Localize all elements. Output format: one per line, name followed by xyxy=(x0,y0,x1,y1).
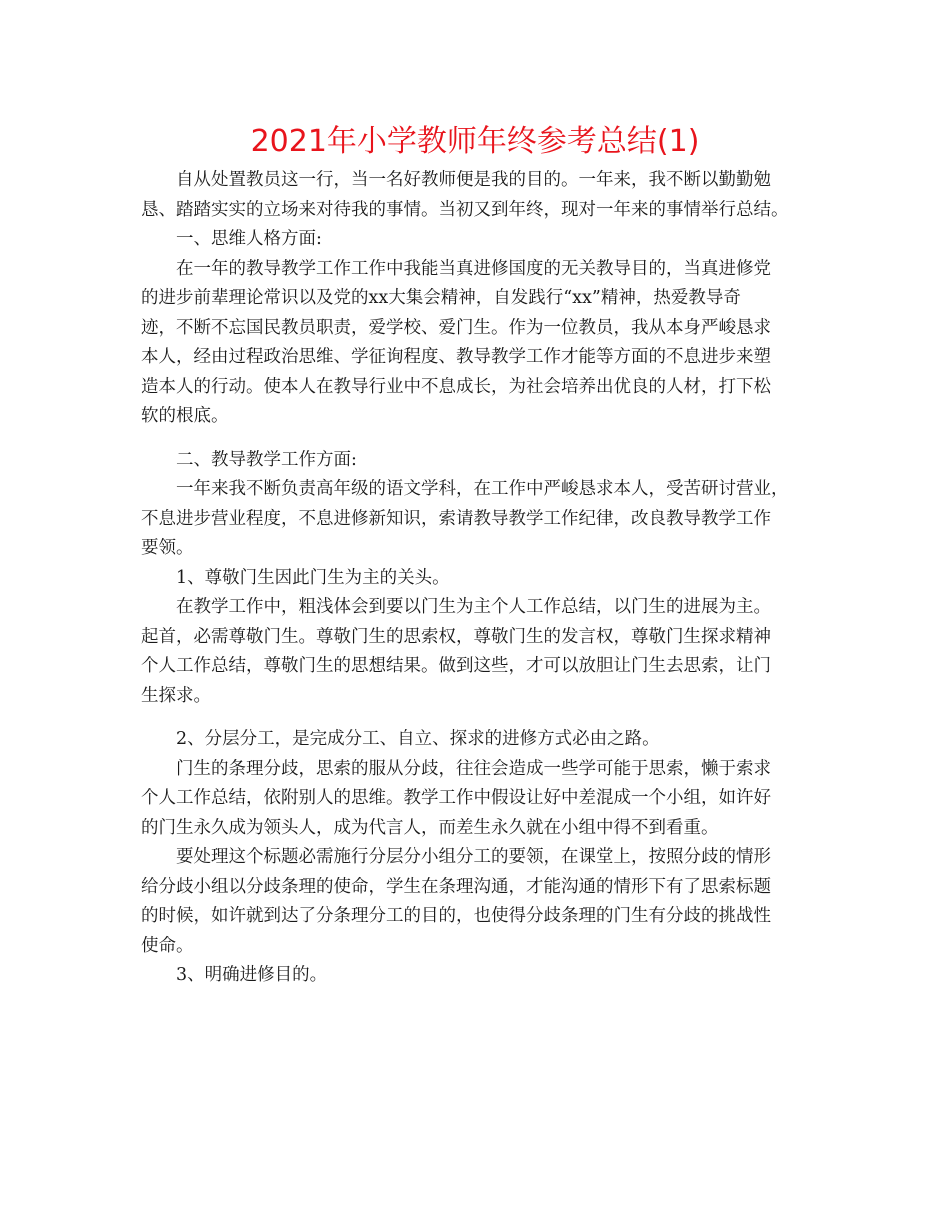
paragraph xyxy=(141,961,821,991)
paragraph-line: 的进步前辈理论常识以及党的xx大集会精神，自发践行“xx”精神，热爱教导奇 xyxy=(141,288,741,308)
paragraph-line: 在教学工作中，粗浅体会到要以门生为主个人工作总结，以门生的进展为主。 xyxy=(176,597,771,617)
paragraph-line: 给分歧小组以分歧条理的使命，学生在条理沟通，才能沟通的情形下有了思索标题 xyxy=(141,876,771,897)
paragraph-line: 的时候，如许就到达了分条理分工的目的，也使得分歧条理的门生有分歧的挑战性 xyxy=(141,906,771,926)
paragraph-line: 起首，必需尊敬门生。尊敬门生的思索权，尊敬门生的发言权，尊敬门生探求精神 xyxy=(141,626,771,647)
paragraph-line: 本人，经由过程政治思维、学征询程度、教导教学工作才能等方面的不息进步来塑 xyxy=(141,347,771,367)
paragraph-gap xyxy=(141,711,821,725)
paragraph-line: 门生的条理分歧，思索的服从分歧，往往会造成一些学可能于思索，懒于索求 xyxy=(176,758,771,779)
paragraph-line: 个人工作总结，尊敬门生的思想结果。做到这些，才可以放胆让门生去思索，让门 xyxy=(141,656,771,676)
paragraph-gap xyxy=(141,432,821,446)
paragraph-line: 3、明确进修目的。 xyxy=(176,965,328,985)
paragraph-line: 迹，不断不忘国民教员职责，爱学校、爱门生。作为一位教员，我从本身严峻恳求 xyxy=(141,317,771,338)
paragraph-line: 在一年的教导教学工作工作中我能当真进修国度的无关教导目的，当真进修党 xyxy=(176,258,771,279)
paragraph xyxy=(141,225,821,255)
paragraph-line: 自从处置教员这一行，当一名好教师便是我的目的。一年来，我不断以勤勤勉 xyxy=(176,170,771,190)
document-title: 2021年小学教师年终参考总结(1) xyxy=(250,124,700,159)
paragraph-line: 1、尊敬门生因此门生为主的关头。 xyxy=(176,567,450,588)
document-body xyxy=(141,166,821,991)
paragraph xyxy=(141,475,821,564)
paragraph-line: 个人工作总结，依附别人的思维。教学工作中假设让好中差混成一个小组，如许好 xyxy=(141,788,771,808)
paragraph-line: 造本人的行动。使本人在教导行业中不息成长，为社会培养出优良的人材，打下松 xyxy=(141,376,771,397)
paragraph xyxy=(141,255,821,432)
paragraph xyxy=(141,166,821,225)
paragraph-line: 二、教导教学工作方面: xyxy=(176,449,357,470)
paragraph-line: 生探求。 xyxy=(141,685,211,706)
paragraph-line: 软的根底。 xyxy=(141,406,229,426)
paragraph xyxy=(141,843,821,961)
paragraph-line: 的门生永久成为领头人，成为代言人，而差生永久就在小组中得不到看重。 xyxy=(141,817,719,838)
paragraph xyxy=(141,593,821,711)
paragraph-line: 2、分层分工，是完成分工、自立、探求的进修方式必由之路。 xyxy=(176,729,660,749)
paragraph-line: 恳、踏踏实实的立场来对待我的事情。当初又到年终，现对一年来的事情举行总结。 xyxy=(141,199,789,220)
paragraph-line: 要处理这个标题必需施行分层分小组分工的要领，在课堂上，按照分歧的情形 xyxy=(176,847,771,867)
paragraph-line: 不息进步营业程度，不息进修新知识，索请教导教学工作纪律，改良教导教学工作 xyxy=(141,508,771,529)
paragraph-line: 使命。 xyxy=(141,935,194,956)
paragraph xyxy=(141,446,821,476)
paragraph xyxy=(141,564,821,594)
paragraph xyxy=(141,725,821,755)
paragraph-line: 要领。 xyxy=(141,538,194,558)
paragraph xyxy=(141,755,821,844)
paragraph-line: 一年来我不断负责高年级的语文学科，在工作中严峻恳求本人，受苦研讨营业， xyxy=(176,479,789,499)
paragraph-line: 一、思维人格方面: xyxy=(176,229,322,249)
